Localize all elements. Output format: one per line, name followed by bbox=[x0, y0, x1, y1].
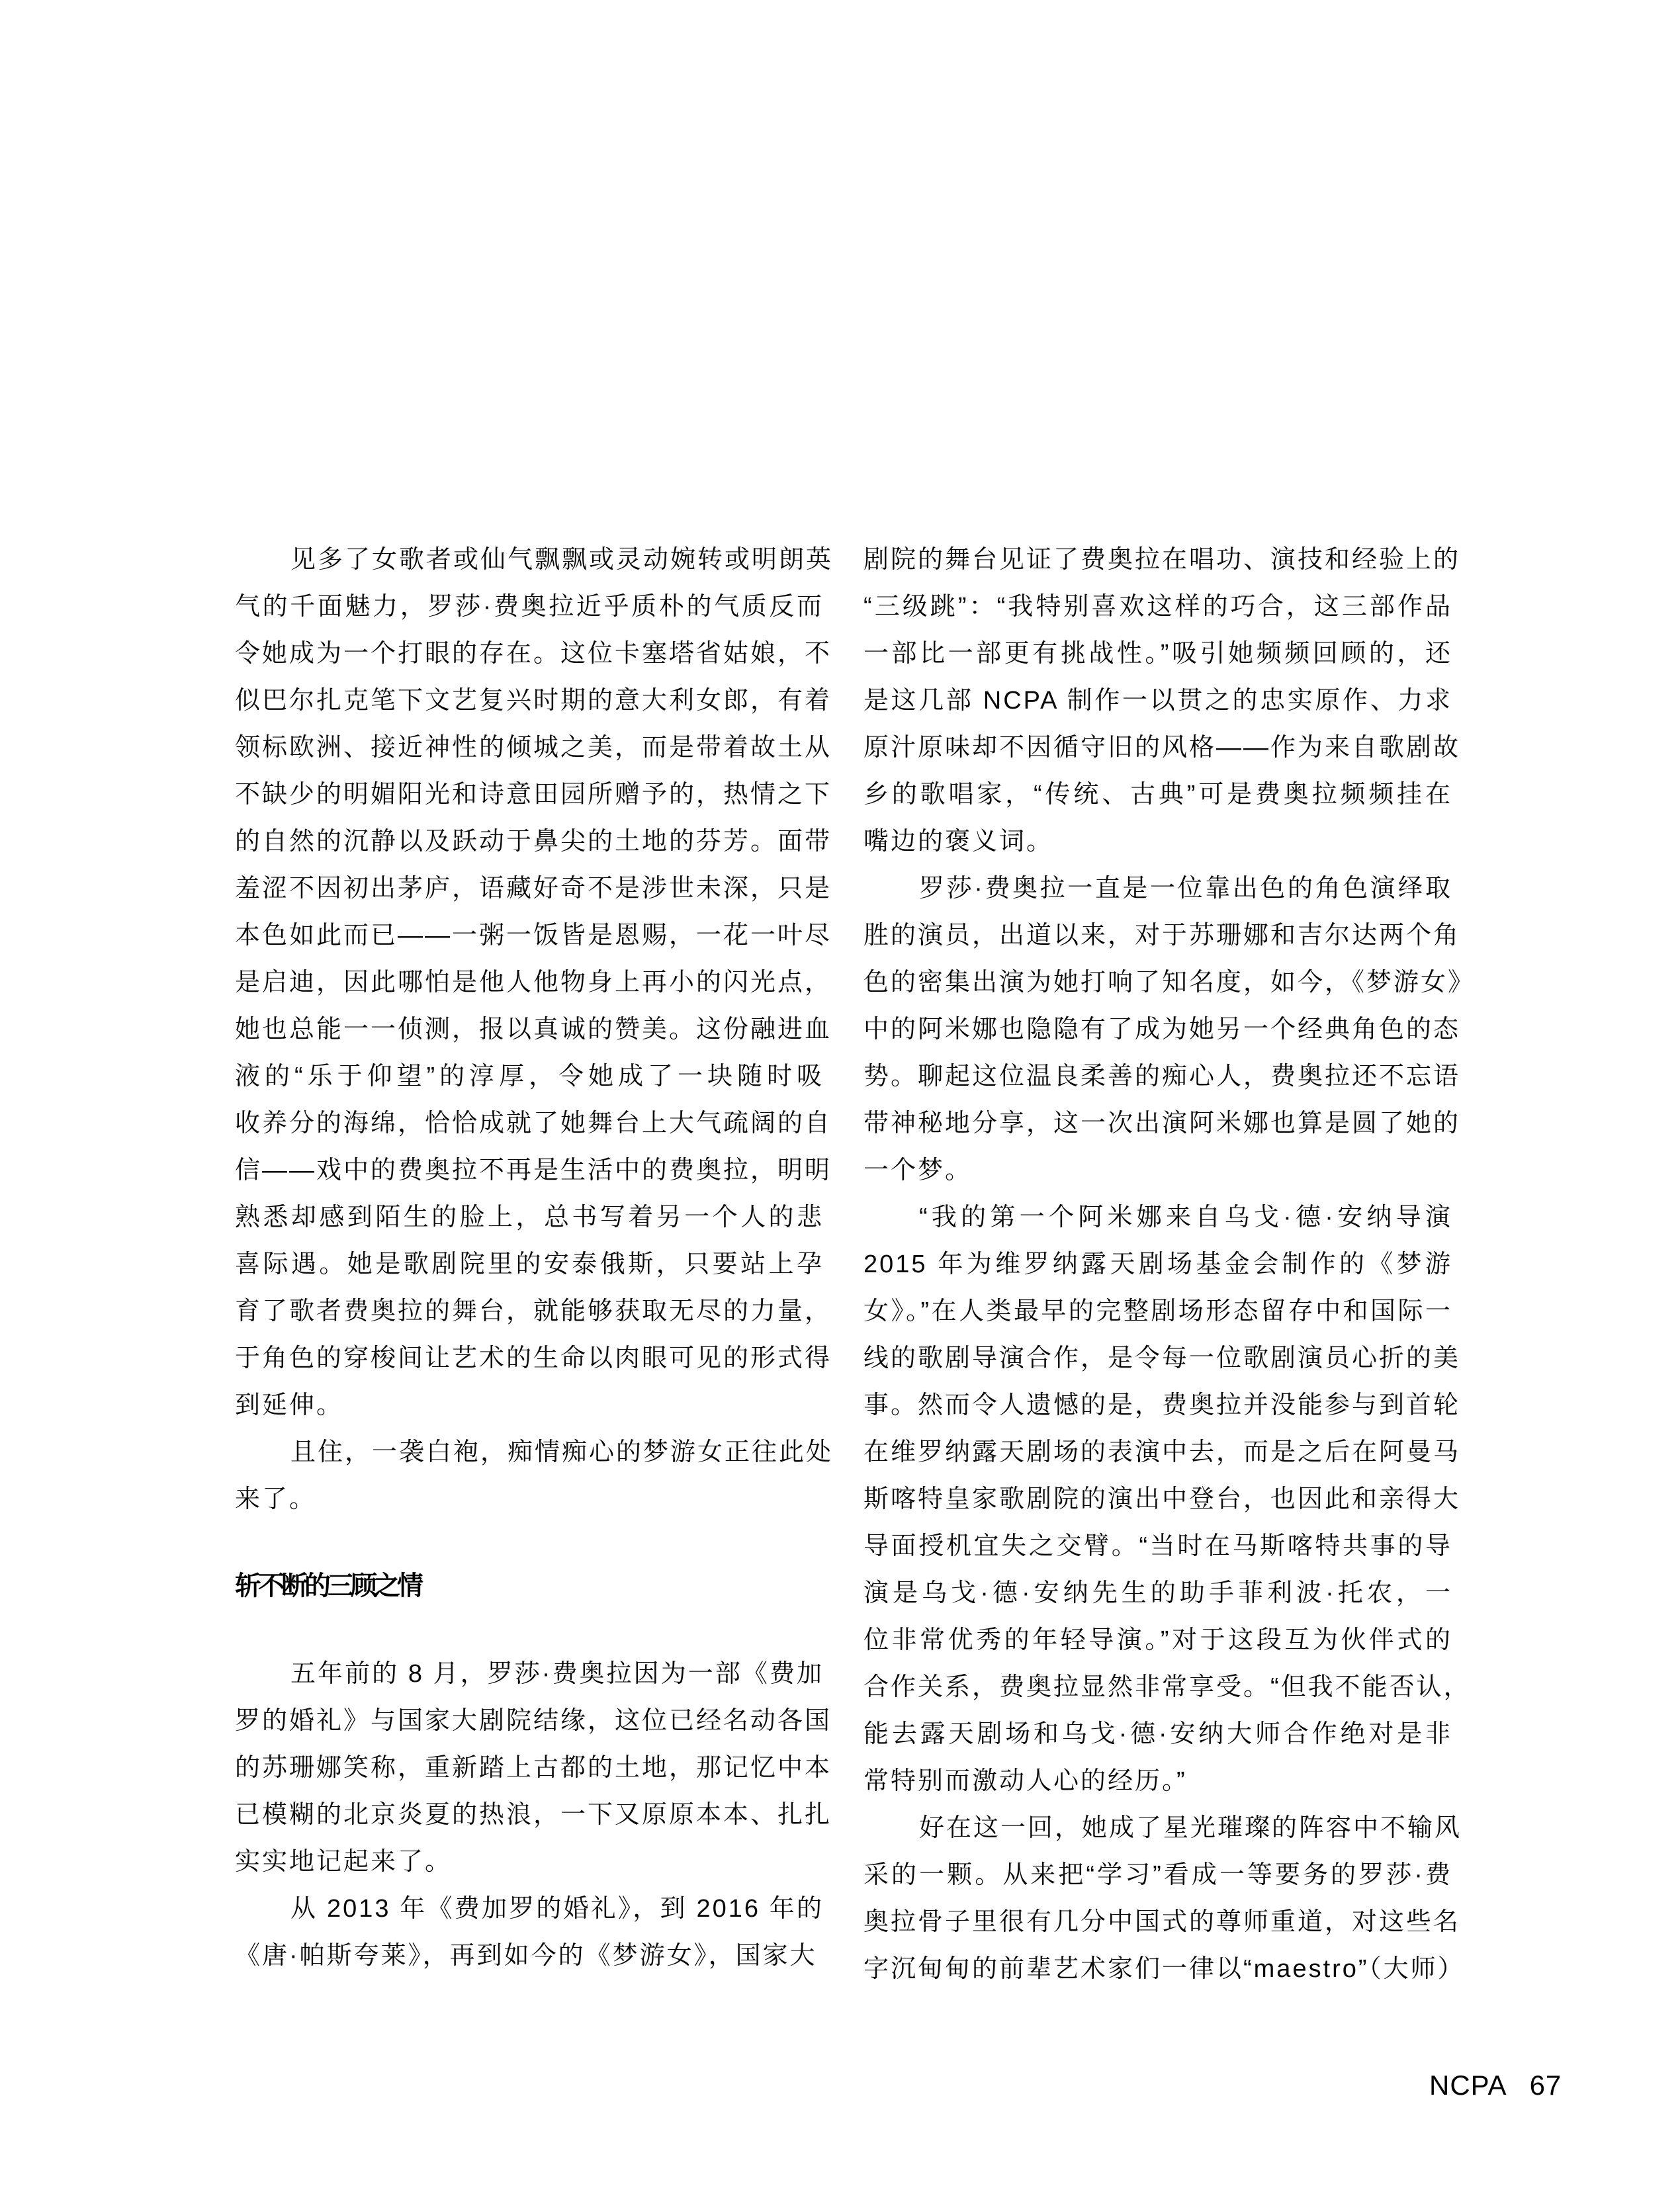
text-line: 五年前的 8 月，罗莎·费奥拉因为一部《费加 bbox=[290, 1660, 824, 1688]
text-line: 来了。 bbox=[235, 1485, 317, 1513]
text-line: 好在这一回，她成了星光璀璨的阵容中不输风 bbox=[919, 1814, 1462, 1842]
text-line: 势。聊起这位温良柔善的痴心人，费奥拉还不忘语 bbox=[863, 1063, 1461, 1090]
text-line: 她也总能一一侦测，报以真诚的赞美。这份融进血 bbox=[235, 1016, 832, 1043]
text-line: 2015 年为维罗纳露天剧场基金会制作的《梦游 bbox=[863, 1250, 1452, 1278]
footer-brand: NCPA bbox=[1429, 2070, 1507, 2101]
text-line: 液的“乐于仰望”的淳厚，令她成了一块随时吸 bbox=[235, 1063, 824, 1090]
text-line: 罗莎·费奥拉一直是一位靠出色的角色演绎取 bbox=[919, 875, 1452, 902]
text-line: 且住，一袭白袍，痴情痴心的梦游女正往此处 bbox=[290, 1438, 834, 1466]
section-heading: 斩不断的三顾之情 bbox=[235, 1571, 420, 1600]
text-line: 的自然的沉静以及跃动于鼻尖的土地的芬芳。面带 bbox=[235, 828, 832, 855]
text-line: 乡的歌唱家，“传统、古典”可是费奥拉频频挂在 bbox=[863, 781, 1452, 809]
text-line: 位非常优秀的年轻导演。”对于这段互为伙伴式的 bbox=[863, 1626, 1452, 1654]
text-line: 喜际遇。她是歌剧院里的安泰俄斯，只要站上孕 bbox=[235, 1250, 824, 1278]
text-line: 合作关系，费奥拉显然非常享受。“但我不能否认， bbox=[863, 1673, 1471, 1701]
text-line: 嘴边的褒义词。 bbox=[863, 828, 1054, 855]
text-line: “三级跳”：“我特别喜欢这样的巧合，这三部作品 bbox=[863, 593, 1452, 621]
text-line: 似巴尔扎克笔下文艺复兴时期的意大利女郎，有着 bbox=[235, 687, 832, 715]
text-line: 实实地记起来了。 bbox=[235, 1848, 453, 1876]
text-line: 是这几部 NCPA 制作一以贯之的忠实原作、力求 bbox=[863, 687, 1452, 715]
text-line: 收养分的海绵，恰恰成就了她舞台上大气疏阔的自 bbox=[235, 1110, 832, 1137]
text-line: 剧院的舞台见证了费奥拉在唱功、演技和经验上的 bbox=[863, 546, 1461, 574]
text-line: 不缺少的明媚阳光和诗意田园所赠予的，热情之下 bbox=[235, 781, 832, 809]
text-line: 熟悉却感到陌生的脸上，总书写着另一个人的悲 bbox=[235, 1203, 824, 1231]
footer-page-number: 67 bbox=[1529, 2070, 1562, 2101]
text-line: 事。然而令人遗憾的是，费奥拉并没能参与到首轮 bbox=[863, 1391, 1461, 1419]
text-line: 中的阿米娜也隐隐有了成为她另一个经典角色的态 bbox=[863, 1016, 1461, 1043]
text-line: 在维罗纳露天剧场的表演中去，而是之后在阿曼马 bbox=[863, 1438, 1461, 1466]
text-line: “我的第一个阿米娜来自乌戈·德·安纳导演 bbox=[919, 1203, 1452, 1231]
text-line: 见多了女歌者或仙气飘飘或灵动婉转或明朗英 bbox=[290, 546, 834, 574]
text-line: 原汁原味却不因循守旧的风格——作为来自歌剧故 bbox=[863, 734, 1461, 762]
text-line: 信——戏中的费奥拉不再是生活中的费奥拉，明明 bbox=[235, 1157, 832, 1184]
text-line: 《唐·帕斯夸莱》，再到如今的《梦游女》，国家大 bbox=[235, 1942, 817, 1970]
text-line: 带神秘地分享，这一次出演阿米娜也算是圆了她的 bbox=[863, 1110, 1461, 1137]
text-line: 于角色的穿梭间让艺术的生命以肉眼可见的形式得 bbox=[235, 1344, 832, 1372]
text-line: 已模糊的北京炎夏的热浪，一下又原原本本、扎扎 bbox=[235, 1801, 832, 1829]
text-line: 演是乌戈·德·安纳先生的助手菲利波·托农，一 bbox=[863, 1579, 1452, 1607]
text-line: 育了歌者费奥拉的舞台，就能够获取无尽的力量， bbox=[235, 1297, 832, 1325]
text-line: 本色如此而已——一粥一饭皆是恩赐，一花一叶尽 bbox=[235, 922, 832, 949]
text-line: 色的密集出演为她打响了知名度，如今，《梦游女》 bbox=[863, 969, 1476, 996]
page-footer bbox=[1429, 2070, 1562, 2101]
text-line: 导面授机宜失之交臂。“当时在马斯喀特共事的导 bbox=[863, 1532, 1452, 1560]
text-line: 令她成为一个打眼的存在。这位卡塞塔省姑娘，不 bbox=[235, 640, 832, 668]
text-line: 奥拉骨子里很有几分中国式的尊师重道，对这些名 bbox=[863, 1908, 1461, 1936]
left-text-column bbox=[235, 537, 834, 1980]
text-line: 线的歌剧导演合作，是令每一位歌剧演员心折的美 bbox=[863, 1344, 1461, 1372]
text-line: 一个梦。 bbox=[863, 1157, 973, 1184]
text-line: 字沉甸甸的前辈艺术家们一律以“maestro”（大师） bbox=[863, 1955, 1465, 1983]
text-line: 的苏珊娜笑称，重新踏上古都的土地，那记忆中本 bbox=[235, 1754, 832, 1782]
text-line: 从 2013 年《费加罗的婚礼》，到 2016 年的 bbox=[290, 1895, 824, 1923]
right-text-column bbox=[863, 537, 1476, 1993]
text-line: 到延伸。 bbox=[235, 1391, 344, 1419]
text-line: 罗的婚礼》与国家大剧院结缘，这位已经名动各国 bbox=[235, 1707, 832, 1735]
text-line: 常特别而激动人心的经历。” bbox=[863, 1767, 1187, 1795]
text-line: 女》。”在人类最早的完整剧场形态留存中和国际一 bbox=[863, 1297, 1452, 1325]
text-line: 气的千面魅力，罗莎·费奥拉近乎质朴的气质反而 bbox=[235, 593, 824, 621]
text-line: 胜的演员，出道以来，对于苏珊娜和吉尔达两个角 bbox=[863, 922, 1461, 949]
text-line: 一部比一部更有挑战性。”吸引她频频回顾的，还 bbox=[863, 640, 1452, 668]
text-line: 是启迪，因此哪怕是他人他物身上再小的闪光点， bbox=[235, 969, 832, 996]
text-line: 能去露天剧场和乌戈·德·安纳大师合作绝对是非 bbox=[863, 1720, 1452, 1748]
text-line: 采的一颗。从来把“学习”看成一等要务的罗莎·费 bbox=[863, 1861, 1452, 1889]
text-line: 斯喀特皇家歌剧院的演出中登台，也因此和亲得大 bbox=[863, 1485, 1461, 1513]
text-line: 羞涩不因初出茅庐，语藏好奇不是涉世未深，只是 bbox=[235, 875, 832, 902]
text-line: 领标欧洲、接近神性的倾城之美，而是带着故土从 bbox=[235, 734, 832, 762]
